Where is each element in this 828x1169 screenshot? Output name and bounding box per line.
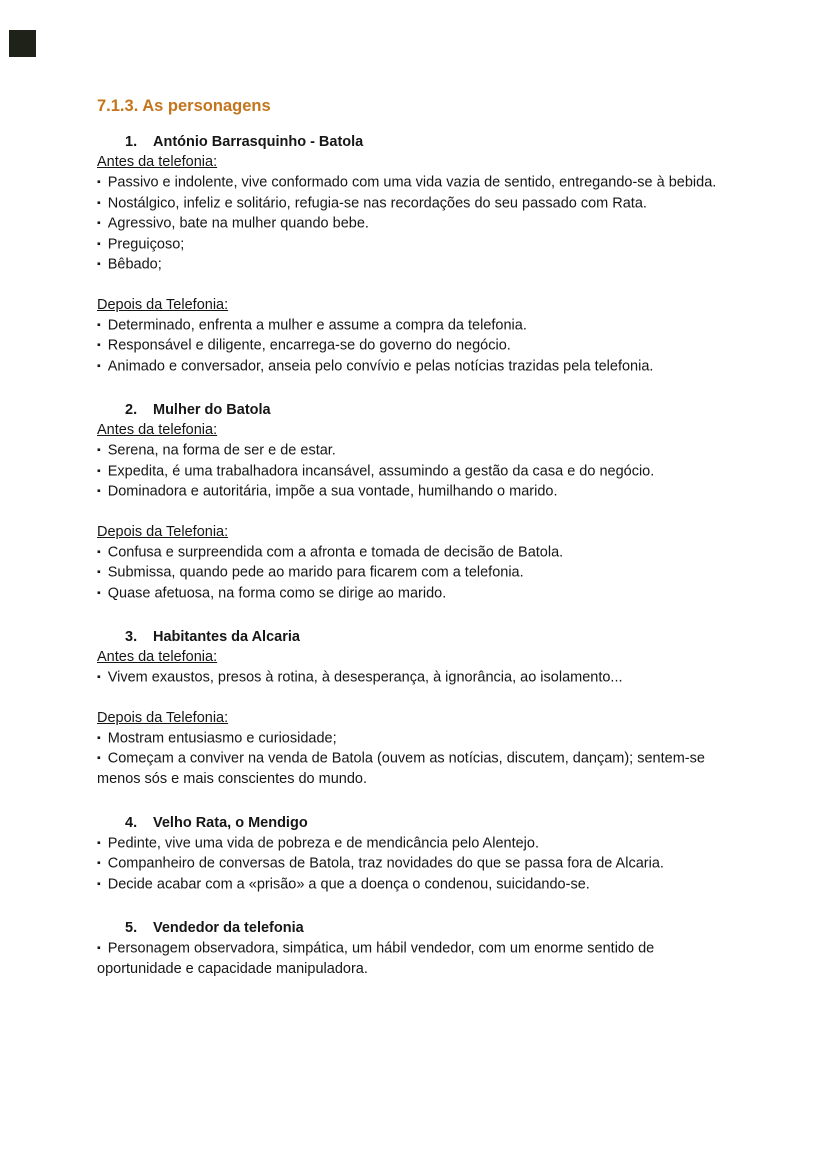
character-section [97,627,733,789]
bullet-marker-icon: ▪ [97,671,101,683]
bullet-text: Começam a conviver na venda de Batola (ouvem as notícias, discutem, dançam); sentem-se menos sós e mais conscientes do mundo. [97,750,705,787]
section-title [97,627,733,647]
bullet-text: Vivem exaustos, presos à rotina, à desesperança, à ignorância, ao isolamento... [107,669,623,686]
character-section [97,132,733,376]
phase-block [97,522,733,604]
bullet-item [97,213,733,234]
bullet-marker-icon: ▪ [97,196,101,209]
character-section [97,813,733,895]
bullet-text: Pedinte, vive uma vida de pobreza e de mendicância pelo Alentejo. [107,835,539,851]
section-number: 2. [125,402,138,418]
bullet-marker-icon: ▪ [97,464,101,477]
phase-subheading: Antes da telefonia: [97,422,218,438]
bullet-text: Determinado, enfrenta a mulher e assume a compra da telefonia. [107,317,527,333]
bullet-marker-icon: ▪ [97,339,101,351]
bullet-marker-icon: ▪ [97,836,101,849]
sections [97,132,733,979]
bullet-text: Quase afetuosa, na forma como se dirige ao marido. [107,585,447,601]
bullet-marker-icon: ▪ [97,566,101,578]
bullet-text: Agressivo, bate na mulher quando bebe. [107,215,369,232]
bullet-item [97,315,733,336]
section-name-text: António Barrasquinho - Batola [153,134,364,150]
bullet-item [97,728,733,749]
bullet-text: Companheiro de conversas de Batola, traz novidades do que se passa fora de Alcaria. [107,855,664,872]
phase-block [97,708,733,789]
bullet-item [97,542,733,563]
phase-subheading: Depois da Telefonia: [97,523,229,540]
bullet-item [97,748,733,789]
section-title [97,132,733,152]
bullet-item [97,583,733,604]
corner-marker [9,30,36,57]
section-title [97,400,733,420]
section-name-text: Vendedor da telefonia [153,920,304,936]
bullet-item [97,481,733,502]
bullet-item [97,356,733,377]
phase-subheading: Antes da telefonia: [97,649,218,665]
section-number: 1. [125,134,138,150]
bullet-text: Bêbado; [107,256,162,273]
bullet-marker-icon: ▪ [97,731,101,744]
bullet-text: Serena, na forma de ser e de estar. [107,442,336,459]
phase-subheading: Depois da Telefonia: [97,709,229,726]
bullet-marker-icon: ▪ [97,217,101,229]
phase-block [97,420,733,502]
bullet-item [97,938,733,979]
bullet-item [97,562,733,583]
section-title [97,918,733,938]
bullet-text: Passivo e indolente, vive conformado com uma vida vazia de sentido, entregando-se à bebida. [107,174,717,191]
bullet-item [97,254,733,275]
bullet-item [97,193,733,214]
section-number: 4. [125,814,138,831]
bullet-text: Submissa, quando pede ao marido para ficarem com a telefonia. [107,564,524,581]
section-number: 3. [125,629,138,645]
bullet-marker-icon: ▪ [97,942,101,954]
section-name-text: Mulher do Batola [153,402,271,418]
bullet-text: Expedita, é uma trabalhadora incansável, assumindo a gestão da casa e do negócio. [107,463,655,479]
phase-block [97,647,733,688]
bullet-marker-icon: ▪ [97,857,101,869]
document-heading: 7.1.3. As personagens [97,97,271,115]
bullet-marker-icon: ▪ [97,318,101,331]
bullet-item [97,172,733,193]
bullet-item [97,833,733,854]
bullet-text: Animado e conversador, anseia pelo convívio e pelas notícias trazidas pela telefonia. [107,358,654,374]
phase-subheading: Depois da Telefonia: [97,296,229,313]
bullet-text: Decide acabar com a «prisão» a que a doença o condenou, suicidando-se. [107,876,590,892]
bullet-item [97,234,733,255]
bullet-item [97,335,733,356]
bullet-text: Mostram entusiasmo e curiosidade; [107,730,337,746]
section-name-text: Habitantes da Alcaria [153,629,300,645]
bullet-item [97,874,733,895]
bullet-marker-icon: ▪ [97,485,101,497]
bullet-text: Personagem observadora, simpática, um hábil vendedor, com um enorme sentido de oportunidade e capacidade manipuladora. [97,940,655,977]
phase-block [97,295,733,377]
section-name-text: Velho Rata, o Mendigo [153,814,308,831]
bullet-marker-icon: ▪ [97,444,101,456]
bullet-text: Preguiçoso; [107,236,185,252]
bullet-text: Confusa e surpreendida com a afronta e tomada de decisão de Batola. [107,544,564,560]
bullet-marker-icon: ▪ [97,258,101,270]
bullet-marker-icon: ▪ [97,877,101,890]
bullet-marker-icon: ▪ [97,586,101,599]
phase-block [97,938,733,979]
character-section [97,918,733,979]
bullet-marker-icon: ▪ [97,752,101,764]
character-section [97,400,733,603]
bullet-item [97,853,733,874]
document-content [97,96,733,979]
bullet-marker-icon: ▪ [97,237,101,250]
bullet-marker-icon: ▪ [97,359,101,372]
bullet-item [97,440,733,461]
phase-subheading: Antes da telefonia: [97,154,218,170]
bullet-item [97,461,733,482]
bullet-text: Responsável e diligente, encarrega-se do governo do negócio. [107,337,511,354]
section-number: 5. [125,920,138,936]
bullet-marker-icon: ▪ [97,545,101,558]
phase-block [97,833,733,895]
bullet-text: Dominadora e autoritária, impõe a sua vontade, humilhando o marido. [107,483,558,500]
bullet-text: Nostálgico, infeliz e solitário, refugia-se nas recordações do seu passado com Rata. [107,195,647,211]
phase-block [97,152,733,275]
bullet-marker-icon: ▪ [97,176,101,188]
section-title [97,813,733,833]
bullet-item [97,667,733,688]
